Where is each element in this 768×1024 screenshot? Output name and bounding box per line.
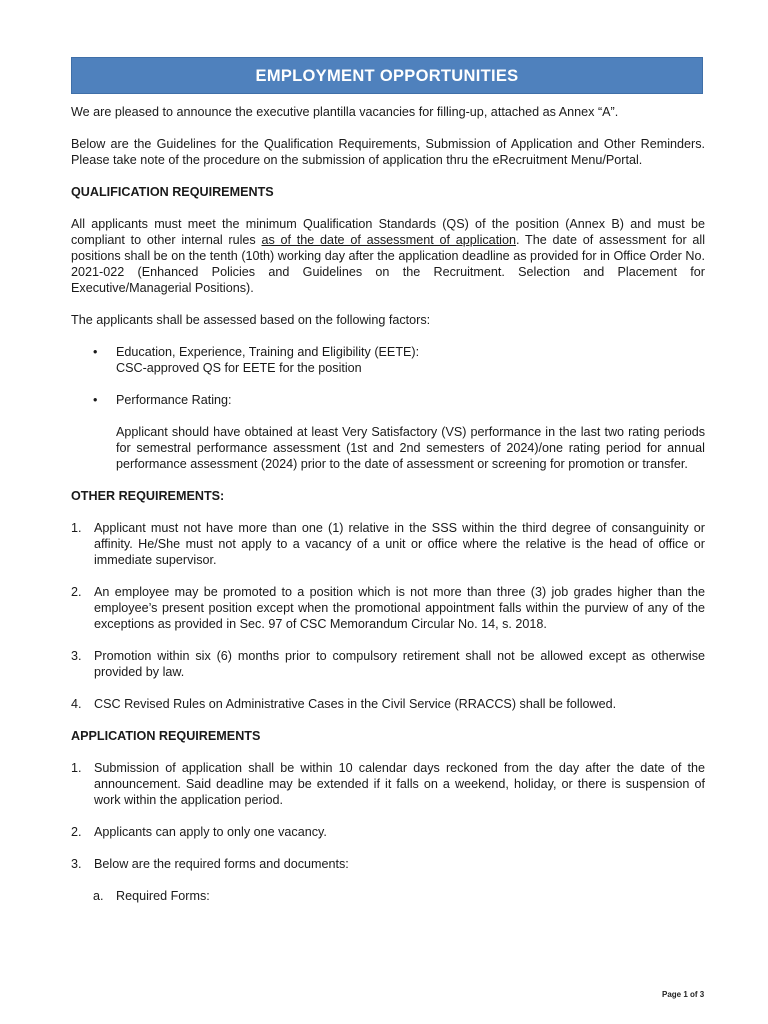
- qualification-paragraph: [71, 216, 705, 296]
- factor-eete-title: Education, Experience, Training and Eligibility (EETE):: [116, 345, 420, 359]
- list-item: [71, 392, 705, 472]
- item-text: Applicants can apply to only one vacancy.: [94, 825, 327, 839]
- title-banner: [71, 57, 703, 94]
- item-number: 3.: [71, 857, 82, 871]
- application-requirements-heading: APPLICATION REQUIREMENTS: [71, 729, 261, 743]
- list-item: [71, 344, 705, 376]
- item-number: 1.: [71, 521, 82, 535]
- qualification-text-2: . The date of assessment for all positions shall be on the tenth (10th) working day after the application deadline as provided for in Office Order No. 2021-022 (Enhanced Policies and Guidelines on the Recruitment. Selection and Placement for Executive/Managerial Positions).: [71, 233, 705, 295]
- qualification-underlined-text: as of the date of assessment of application: [261, 233, 516, 247]
- list-item: [71, 584, 705, 632]
- item-number: 2.: [71, 585, 82, 599]
- item-number: 1.: [71, 761, 82, 775]
- sub-item-text: Required Forms:: [116, 889, 210, 903]
- item-text: Applicant must not have more than one (1) relative in the SSS within the third degree of consanguinity or affinity. He/She must not apply to a vacancy of a unit or office where the relative is the head of office or immediate supervisor.: [94, 521, 705, 567]
- factors-list: [71, 344, 705, 472]
- item-number: 2.: [71, 825, 82, 839]
- list-item: [71, 648, 705, 680]
- item-text: Below are the required forms and documents:: [94, 857, 349, 871]
- bullet-icon: •: [93, 393, 98, 407]
- list-item: [71, 760, 705, 808]
- other-requirements-heading: OTHER REQUIREMENTS:: [71, 489, 225, 503]
- item-text: CSC Revised Rules on Administrative Cases in the Civil Service (RRACCS) shall be followed.: [94, 697, 617, 711]
- sub-list-item: [71, 888, 705, 904]
- list-item: [71, 824, 705, 840]
- factor-rating-detail: Applicant should have obtained at least Very Satisfactory (VS) performance in the last two rating periods for semestral performance assessment (1st and 2nd semesters of 2024)/one rating period for annual performance assessment (2024) prior to the date of assessment or screening for promotion or transfer.: [116, 425, 705, 471]
- qualification-text-1: All applicants must meet the minimum Qualification Standards (QS) of the position (Annex B) and must be compliant to other internal rules: [71, 217, 705, 247]
- application-requirements-list: [71, 760, 705, 872]
- document-page: [71, 57, 705, 904]
- item-number: 4.: [71, 697, 82, 711]
- list-item: [71, 696, 705, 712]
- bullet-icon: •: [93, 345, 98, 359]
- list-item: [71, 856, 705, 872]
- other-requirements-list: [71, 520, 705, 712]
- factor-eete-detail: CSC-approved QS for EETE for the position: [116, 361, 362, 375]
- intro-paragraph: We are pleased to announce the executive plantilla vacancies for filling-up, attached as Annex “A”.: [71, 105, 619, 119]
- factor-rating-title: Performance Rating:: [116, 393, 232, 407]
- factors-intro: The applicants shall be assessed based on the following factors:: [71, 313, 431, 327]
- page-number: Page 1 of 3: [662, 990, 705, 999]
- item-text: An employee may be promoted to a position which is not more than three (3) job grades higher than the employee’s present position except when the promotional appointment falls within the purview of any of the exceptions as provided in Sec. 97 of CSC Memorandum Circular No. 14, s. 2018.: [94, 585, 705, 631]
- item-text: Submission of application shall be within 10 calendar days reckoned from the day after the date of the announcement. Said deadline may be extended if it falls on a weekend, holiday, or there is suspension of work within the application period.: [94, 761, 705, 807]
- page-title: EMPLOYMENT OPPORTUNITIES: [255, 66, 519, 85]
- sub-item-letter: a.: [93, 889, 104, 903]
- item-number: 3.: [71, 649, 82, 663]
- qualification-heading: QUALIFICATION REQUIREMENTS: [71, 185, 274, 199]
- item-text: Promotion within six (6) months prior to compulsory retirement shall not be allowed except as otherwise provided by law.: [94, 649, 705, 679]
- list-item: [71, 520, 705, 568]
- guidelines-paragraph: Below are the Guidelines for the Qualification Requirements, Submission of Application and Other Reminders. Please take note of the procedure on the submission of application thru the eRecruitment Menu/Portal.: [71, 137, 705, 167]
